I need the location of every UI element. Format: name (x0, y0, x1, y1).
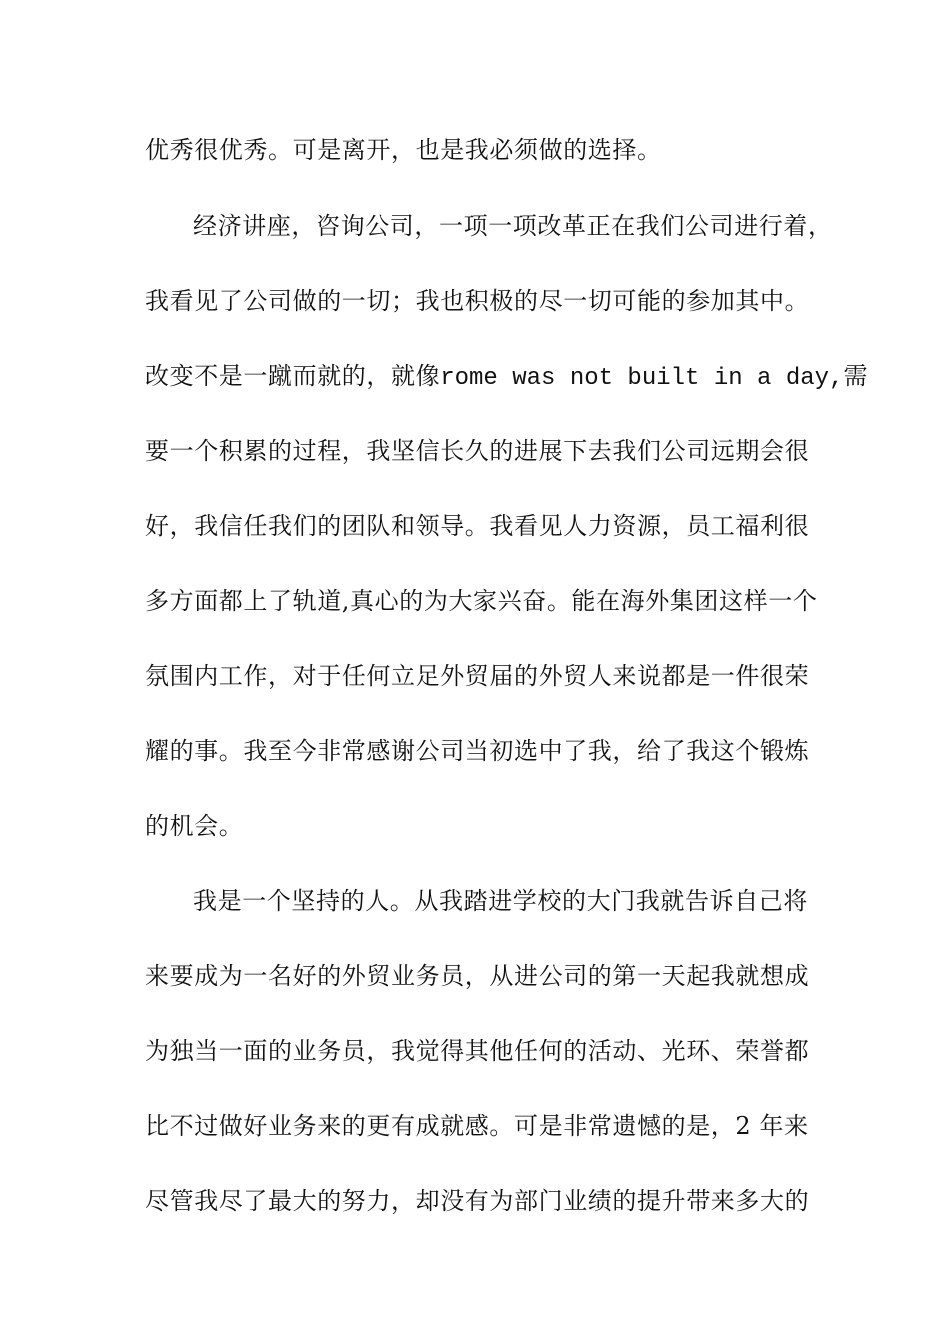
text-line: 耀的事。我至今非常感谢公司当初选中了我，给了我这个锻炼 (145, 737, 810, 765)
text-line: 我看见了公司做的一切；我也积极的尽一切可能的参加其中。 (145, 287, 810, 315)
paragraph-first-line: 经济讲座，咨询公司，一项一项改革正在我们公司进行着， (193, 212, 833, 240)
text-line: 氛围内工作，对于任何立足外贸届的外贸人来说都是一件很荣 (145, 662, 810, 690)
text-segment-english: rome was not built in a day, (440, 365, 844, 392)
text-segment-chinese: 改变不是一蹴而就的，就像 (145, 362, 441, 390)
text-line-mixed (145, 356, 869, 396)
text-line: 来要成为一名好的外贸业务员，从进公司的第一天起我就想成 (145, 962, 810, 990)
text-line: 优秀很优秀。可是离开，也是我必须做的选择。 (145, 136, 662, 164)
text-line: 好，我信任我们的团队和领导。我看见人力资源，员工福利很 (145, 512, 810, 540)
text-line: 为独当一面的业务员，我觉得其他任何的活动、光环、荣誉都 (145, 1037, 810, 1065)
text-line: 尽管我尽了最大的努力，却没有为部门业绩的提升带来多大的 (145, 1187, 810, 1215)
text-line: 比不过做好业务来的更有成就感。可是非常遗憾的是，2 年来 (145, 1112, 809, 1140)
paragraph-first-line: 我是一个坚持的人。从我踏进学校的大门我就告诉自己将 (193, 887, 808, 915)
text-line: 要一个积累的过程，我坚信长久的进展下去我们公司远期会很 (145, 437, 810, 465)
text-segment-chinese: 需 (843, 362, 869, 390)
text-line: 的机会。 (145, 812, 244, 840)
text-line: 多方面都上了轨道,真心的为大家兴奋。能在海外集团这样一个 (145, 587, 818, 615)
